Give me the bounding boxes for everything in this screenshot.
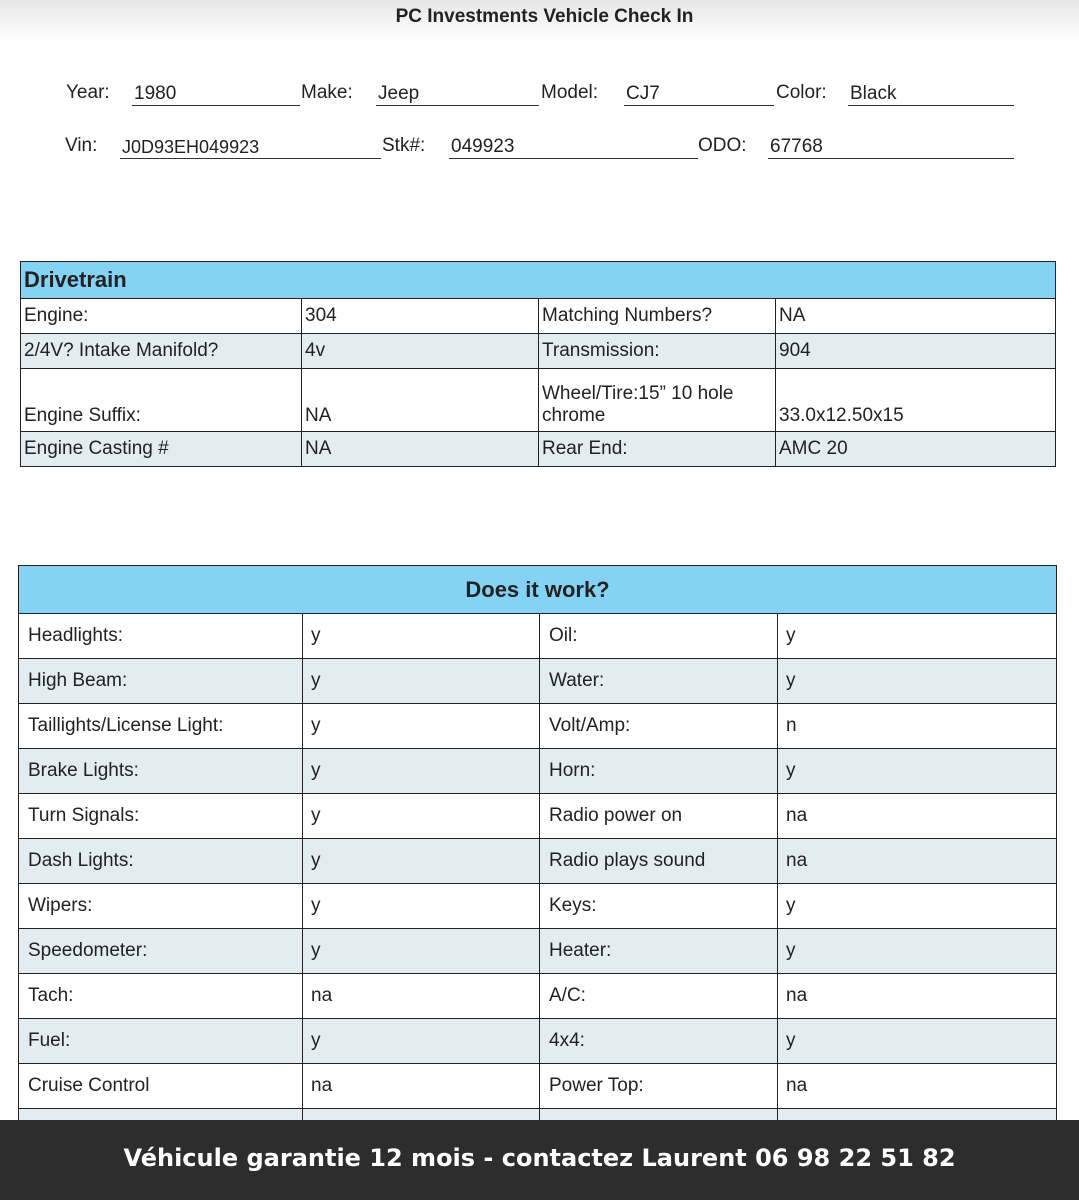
drivetrain-label: Engine Casting # <box>21 432 302 467</box>
check-item-label: Headlights: <box>19 614 303 659</box>
check-item-value: n <box>778 704 1057 749</box>
drivetrain-label: 2/4V? Intake Manifold? <box>21 334 302 369</box>
check-item-value: na <box>303 1064 540 1109</box>
table-row <box>19 794 1057 839</box>
check-item-value: y <box>778 884 1057 929</box>
check-item-value: na <box>778 1064 1057 1109</box>
drivetrain-label-wheel-tire <box>539 369 776 432</box>
check-item-label: High Beam: <box>19 659 303 704</box>
check-item-value: y <box>303 704 540 749</box>
check-item-label: Speedometer: <box>19 929 303 974</box>
check-item-label: Power Top: <box>540 1064 778 1109</box>
check-item-value: y <box>778 614 1057 659</box>
check-item-label: Radio power on <box>540 794 778 839</box>
drivetrain-label: Transmission: <box>539 334 776 369</box>
stk-label: Stk#: <box>382 135 426 156</box>
check-item-label: Horn: <box>540 749 778 794</box>
check-item-label: Keys: <box>540 884 778 929</box>
table-row <box>19 749 1057 794</box>
check-item-value: y <box>303 794 540 839</box>
check-item-label: Volt/Amp: <box>540 704 778 749</box>
drivetrain-value: 904 <box>776 334 1056 369</box>
make-field: Jeep <box>376 82 539 106</box>
check-item-value: y <box>303 884 540 929</box>
table-row <box>19 839 1057 884</box>
check-item-value: y <box>303 614 540 659</box>
check-item-value: y <box>778 749 1057 794</box>
check-item-value: y <box>303 659 540 704</box>
check-item-label: Radio plays sound <box>540 839 778 884</box>
drivetrain-value: AMC 20 <box>776 432 1056 467</box>
table-row <box>19 929 1057 974</box>
drivetrain-label: Rear End: <box>539 432 776 467</box>
odo-field: 67768 <box>768 135 1014 159</box>
year-label: Year: <box>66 82 110 103</box>
check-item-value: y <box>303 929 540 974</box>
drivetrain-label: Matching Numbers? <box>539 299 776 334</box>
drivetrain-value: NA <box>776 299 1056 334</box>
table-row <box>19 1064 1057 1109</box>
check-item-value: y <box>778 659 1057 704</box>
check-item-value: na <box>778 839 1057 884</box>
footer-banner: Véhicule garantie 12 mois - contactez Laurent 06 98 22 51 82 <box>0 1120 1079 1200</box>
document-title: PC Investments Vehicle Check In <box>395 6 694 27</box>
check-item-value: y <box>303 749 540 794</box>
drivetrain-table <box>20 261 1056 467</box>
drivetrain-value: NA <box>302 369 539 432</box>
make-label: Make: <box>301 82 353 103</box>
table-row <box>19 704 1057 749</box>
check-item-label: Heater: <box>540 929 778 974</box>
table-row <box>19 614 1057 659</box>
check-item-value: y <box>303 1019 540 1064</box>
drivetrain-label: Engine Suffix: <box>21 369 302 432</box>
check-item-label: Tach: <box>19 974 303 1019</box>
check-item-label: Wipers: <box>19 884 303 929</box>
vin-field: J0D93EH049923 <box>120 135 381 159</box>
does-it-work-title: Does it work? <box>19 566 1057 614</box>
check-item-label: Brake Lights: <box>19 749 303 794</box>
check-item-value: y <box>778 1019 1057 1064</box>
stk-field: 049923 <box>449 135 698 159</box>
vin-label: Vin: <box>65 135 98 156</box>
table-row <box>19 974 1057 1019</box>
wheel-tire-line-1: Wheel/Tire:15” 10 hole <box>542 383 734 404</box>
check-item-value: na <box>778 974 1057 1019</box>
year-field: 1980 <box>132 82 300 106</box>
drivetrain-value: NA <box>302 432 539 467</box>
check-item-label: A/C: <box>540 974 778 1019</box>
table-row <box>19 884 1057 929</box>
model-label: Model: <box>541 82 599 103</box>
check-item-label: Cruise Control <box>19 1064 303 1109</box>
drivetrain-value: 304 <box>302 299 539 334</box>
check-item-label: Oil: <box>540 614 778 659</box>
check-item-label: Water: <box>540 659 778 704</box>
does-it-work-table <box>18 565 1057 1154</box>
check-item-label: 4x4: <box>540 1019 778 1064</box>
table-row <box>19 1019 1057 1064</box>
check-item-value: na <box>778 794 1057 839</box>
check-item-value: y <box>778 929 1057 974</box>
check-item-value: y <box>303 839 540 884</box>
drivetrain-value: 33.0x12.50x15 <box>776 369 1056 432</box>
check-item-label: Turn Signals: <box>19 794 303 839</box>
drivetrain-value: 4v <box>302 334 539 369</box>
color-label: Color: <box>776 82 827 103</box>
check-item-value: na <box>303 974 540 1019</box>
wheel-tire-line-2: chrome <box>542 405 606 426</box>
check-item-label: Taillights/License Light: <box>19 704 303 749</box>
odo-label: ODO: <box>698 135 747 156</box>
does-it-work-rows <box>19 614 1057 1154</box>
drivetrain-label: Engine: <box>21 299 302 334</box>
table-row <box>19 659 1057 704</box>
color-field: Black <box>848 82 1014 106</box>
drivetrain-title: Drivetrain <box>21 262 1056 299</box>
check-item-label: Dash Lights: <box>19 839 303 884</box>
check-item-label: Fuel: <box>19 1019 303 1064</box>
model-field: CJ7 <box>624 82 774 106</box>
